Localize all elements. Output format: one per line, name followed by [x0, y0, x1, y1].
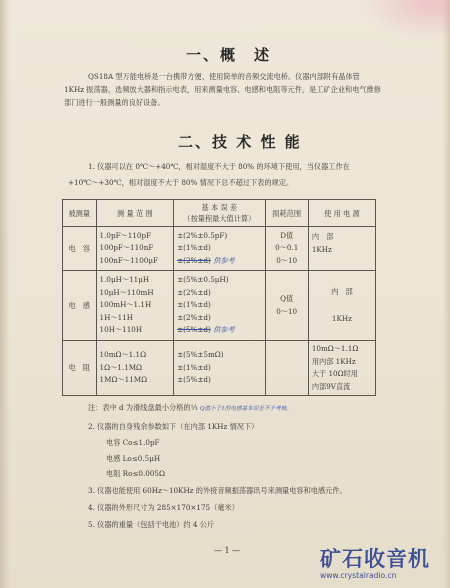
residual-capacitance: 电容 Co≤1.0pF — [106, 438, 160, 447]
error-value: ±(1%±d) — [177, 243, 211, 253]
power-spacer — [312, 299, 372, 313]
loss-value: Q值 — [280, 294, 294, 303]
spec-item4: 4. 仪器的外形尺寸为 285×170×175（毫米） — [88, 503, 239, 512]
handwritten-note: 供参考 — [213, 325, 235, 335]
error-value: ±(1%±d) — [177, 362, 211, 372]
cell-quantity: 电 感 — [63, 271, 97, 341]
spec-item2: 2. 仪器的自身残余参数如下（在内部 1KHz 情况下） — [88, 422, 259, 431]
loss-value: 0～0.1 — [275, 243, 299, 253]
error-value: ±(2%±d) — [177, 287, 211, 297]
paper-stain — [360, 0, 450, 40]
power-value: 1KHz — [311, 244, 332, 254]
table-header-row — [63, 200, 376, 227]
power-value: 内部9V直流 — [311, 381, 351, 391]
range-value: 1Ω～1.1MΩ — [99, 362, 143, 372]
table-note-text: 注：表中 d 为滑线盘最小分格的⅓ — [88, 403, 198, 412]
handwritten-note: Q值小于1的电感基本误差不予考核。 — [199, 406, 292, 412]
table-row-resistance — [63, 341, 376, 396]
spec-item1-line1: 1. 仪器可以在 0℃～+40℃，相对湿度不大于 80% 的环境下使用，当仪器工作在 — [88, 162, 350, 171]
residual-inductance: 电感 Lo≤0.5μH — [106, 454, 161, 463]
error-value: ±(5%±d) — [177, 375, 211, 385]
error-value: ±(1%±d) — [177, 300, 211, 310]
header-range: 测 量 范 围 — [96, 200, 174, 227]
power-value: 用内部 1KHz — [311, 356, 356, 366]
loss-value: D值 — [280, 230, 294, 240]
error-value: ±(2%±d) — [177, 312, 211, 322]
error-value-struck — [177, 255, 261, 268]
header-error — [174, 200, 265, 227]
cell-errors — [174, 341, 265, 396]
power-value: 内 部 — [311, 232, 334, 241]
range-value: 10μH～110mH — [99, 287, 154, 297]
section1-title: 一、概 述 — [186, 46, 272, 64]
cell-ranges — [96, 271, 174, 341]
cell-power — [308, 271, 375, 341]
range-value: 1.0pF～110pF — [99, 230, 152, 240]
page-number: — 1 — — [214, 546, 241, 555]
cell-loss — [265, 341, 308, 396]
cell-power — [308, 227, 375, 271]
range-value: 1.0μH～11μH — [99, 275, 150, 285]
error-value: ±(5%±0.5μH) — [177, 275, 229, 285]
header-error-note: （按量程最大值计算） — [183, 214, 256, 223]
header-quantity: 被测量 — [63, 200, 97, 227]
header-loss: 损耗范围 — [265, 200, 308, 227]
section1-paragraph: QS18A 型万能电桥是一台携带方便、使用简单的音频交流电桥。仪器内部附有晶体管 1KHz 振荡器，选频放大器和指示电表，用来测量电容、电感和电阻等元件，是工矿企业和电气维修部门进行一般测量的良好设备。 — [64, 72, 381, 107]
table-row-inductance — [63, 271, 376, 341]
error-value: ±(5%±5mΩ) — [177, 350, 224, 360]
cell-quantity: 电 阻 — [63, 341, 97, 396]
range-value: 100pF～110nF — [99, 243, 154, 253]
range-value: 10H～110H — [99, 325, 143, 335]
residual-resistance: 电阻 Ro≤0.005Ω — [106, 469, 165, 478]
spec-item1-line2: +10℃～+30℃，相对湿度不大于 80% 情况下总不超过下表的规定。 — [68, 178, 294, 187]
cell-errors — [174, 271, 265, 341]
error-value-struck — [177, 324, 261, 337]
error-struck-text: ±(5%±d) — [177, 325, 211, 335]
header-error-title: 基 本 误 差 — [201, 203, 238, 212]
range-value: 100nF～1100μF — [99, 255, 159, 265]
cell-power — [308, 341, 375, 396]
watermark-name: 矿石收音机 — [320, 547, 430, 571]
table-row-capacitance — [63, 227, 376, 271]
table-note — [88, 403, 292, 413]
range-value: 10mΩ～1.1Ω — [99, 350, 147, 360]
page-right-edge — [442, 0, 450, 588]
range-value: 100mH～1.1H — [99, 300, 152, 310]
power-value: 内 部 — [331, 287, 353, 296]
loss-value: 0～10 — [276, 306, 298, 316]
cell-ranges — [96, 227, 174, 271]
spec-table — [62, 199, 376, 396]
handwritten-note: 供参考 — [213, 255, 235, 265]
range-value: 1H～11H — [99, 312, 133, 322]
error-struck-text: ±(2%±d) — [177, 255, 211, 265]
spec-item3: 3. 仪器也能使用 60Hz～10KHz 的外接音频振荡器讯号来测量电容和电感元件。 — [88, 486, 347, 495]
loss-value: 0～10 — [276, 255, 298, 265]
cell-loss — [265, 271, 308, 341]
range-value: 1MΩ～11MΩ — [99, 375, 148, 385]
error-value: ±(2%±0.5pF) — [177, 230, 228, 240]
section2-title: 二、技 术 性 能 — [178, 133, 302, 151]
power-value: 1KHz — [331, 313, 352, 323]
watermark-url: www.crystalradio.cn — [320, 571, 397, 580]
watermark — [320, 543, 430, 580]
page-left-edge — [0, 0, 10, 588]
cell-ranges — [96, 341, 174, 396]
power-value: 大于 10Ω时用 — [311, 369, 358, 378]
spec-item5: 5. 仪器的重量（包括干电池）约 4 公斤 — [88, 520, 215, 529]
header-power: 使 用 电 源 — [308, 200, 375, 227]
cell-errors — [174, 227, 265, 271]
cell-loss — [265, 227, 308, 271]
cell-quantity: 电 容 — [63, 227, 97, 271]
power-value: 10mΩ～1.1Ω — [311, 344, 359, 353]
